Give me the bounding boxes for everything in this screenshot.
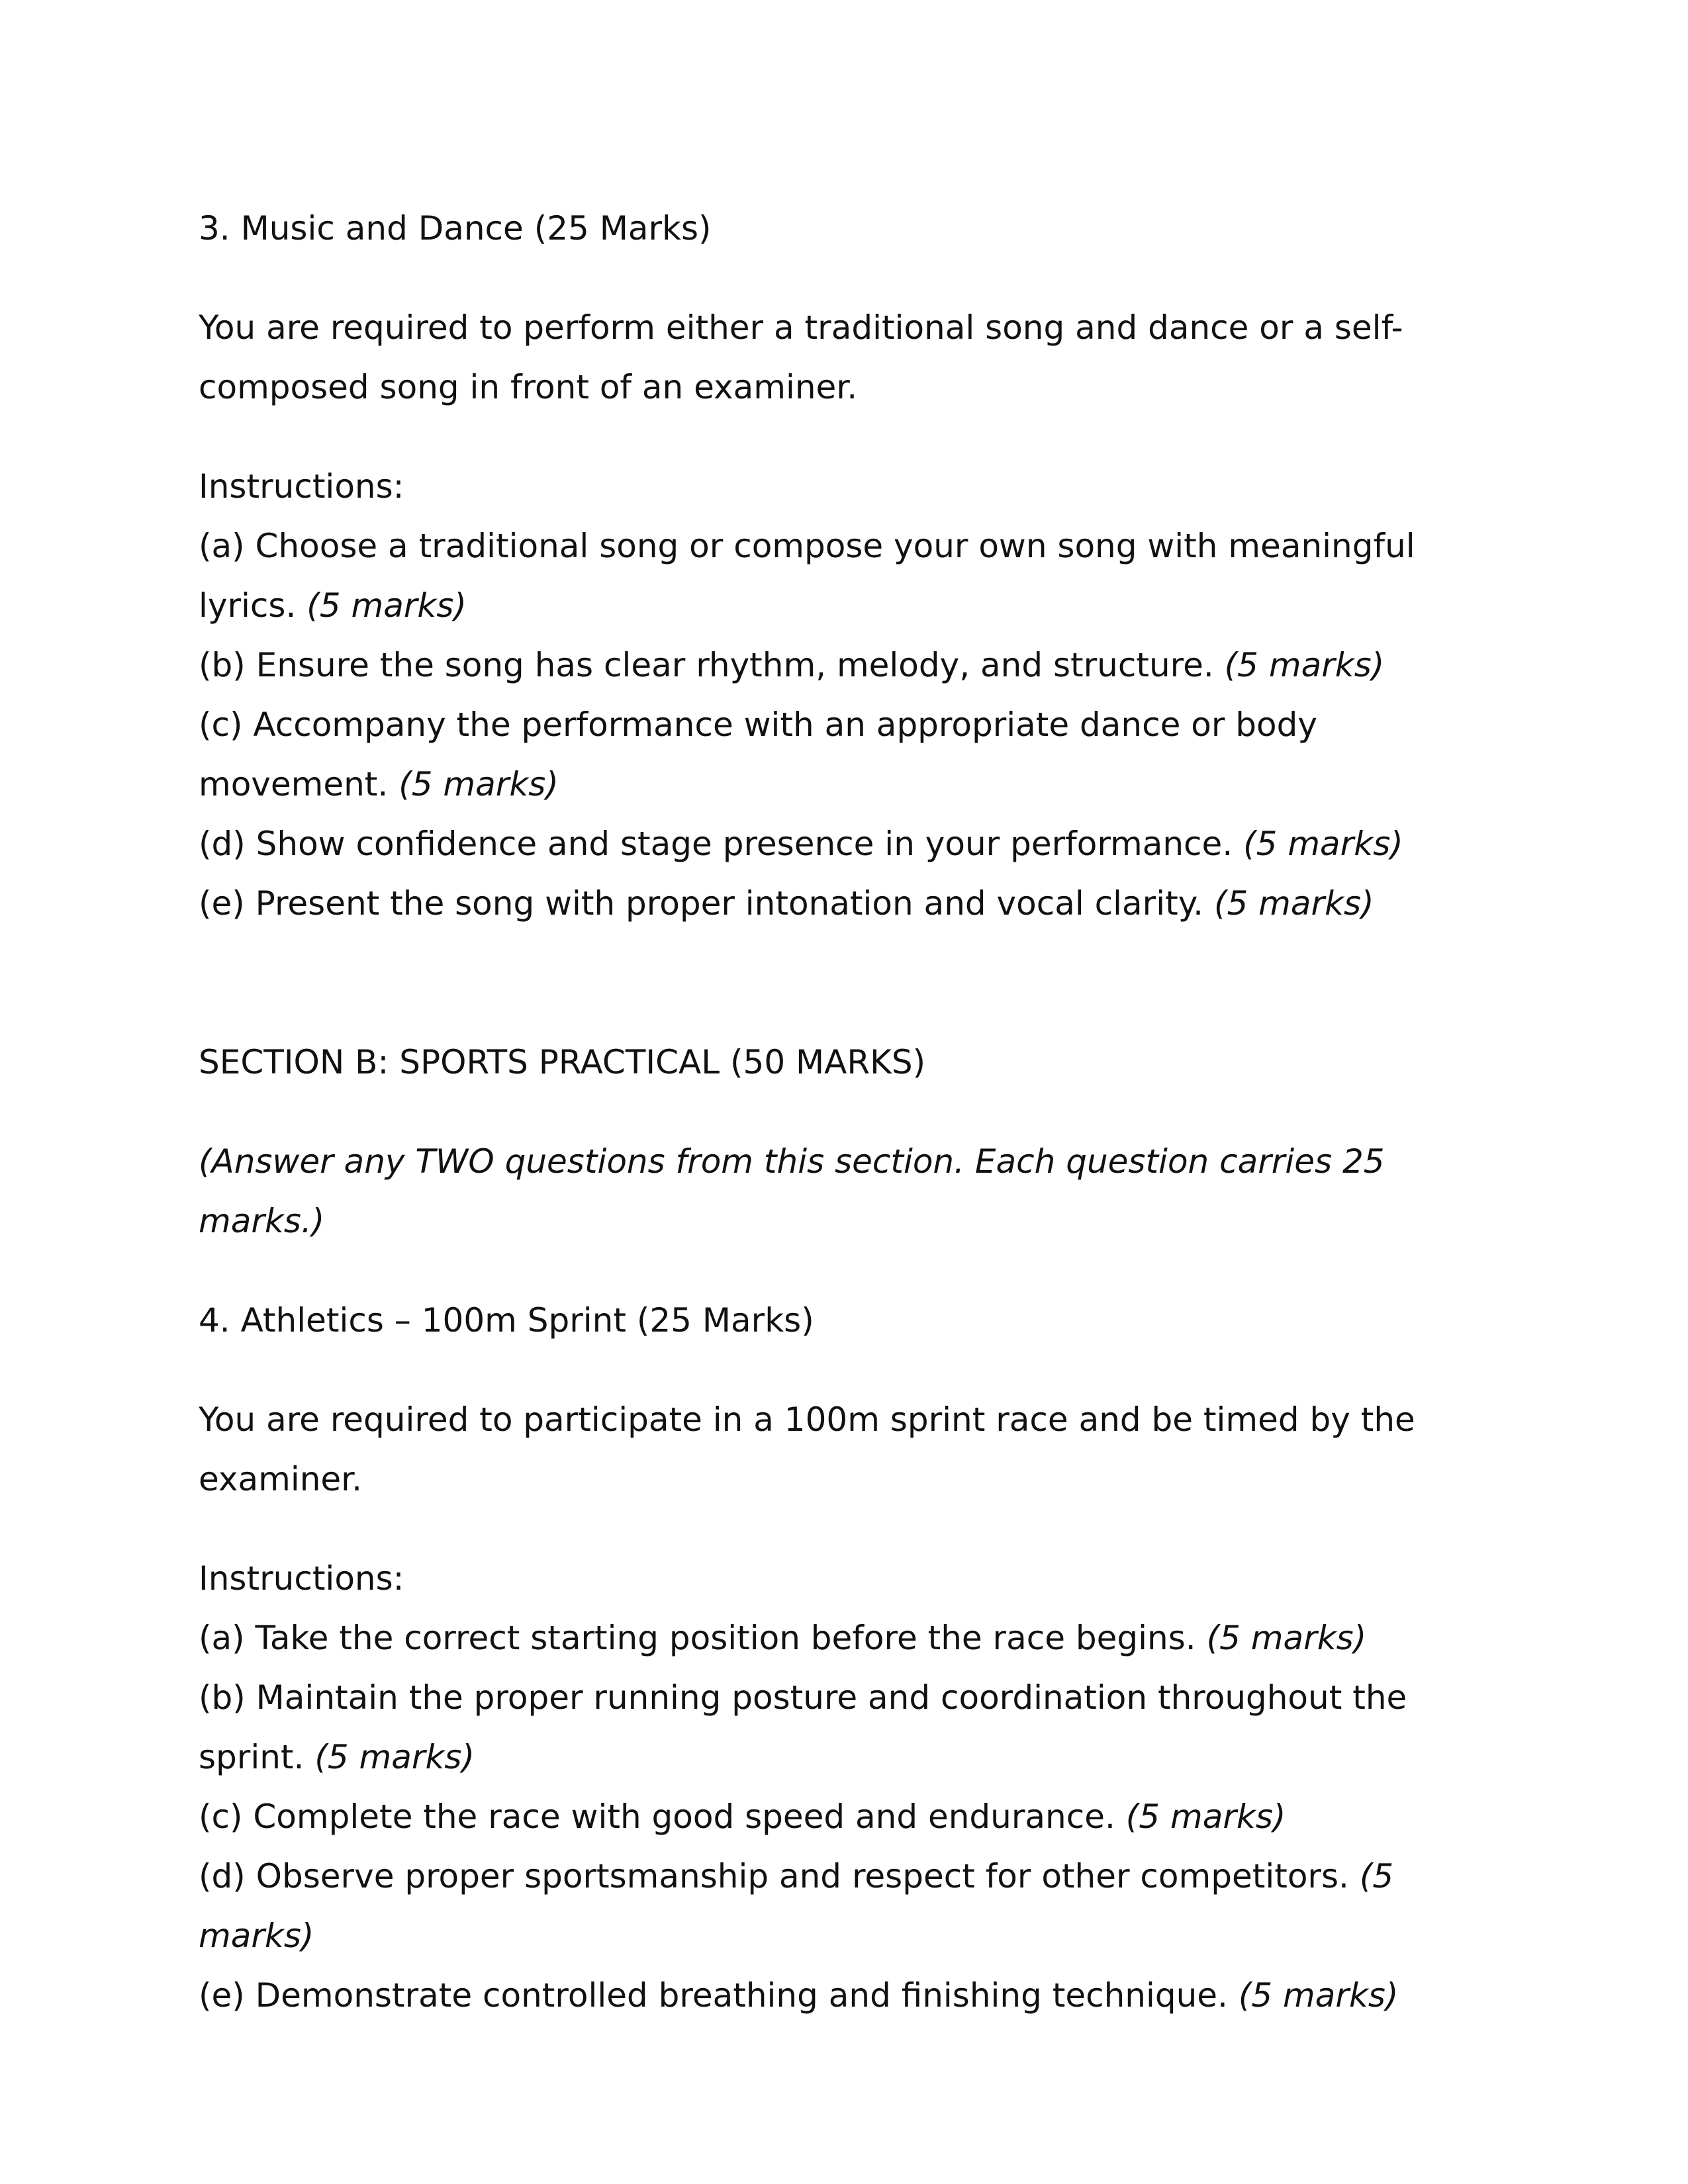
item-text: (a) Take the correct starting position before the race begins. <box>199 1619 1196 1657</box>
item-text: (a) Choose a traditional song or compose your own song with meaningful lyrics. <box>199 527 1415 625</box>
question-4-instructions-label: Instructions: <box>199 1559 404 1598</box>
item-text: (e) Present the song with proper intonation and vocal clarity. <box>199 884 1204 923</box>
section-b-heading: SECTION B: SPORTS PRACTICAL (50 MARKS) <box>199 1043 926 1081</box>
question-4-item-b <box>199 1668 1509 1787</box>
question-3-heading: 3. Music and Dance (25 Marks) <box>199 209 712 248</box>
item-text: (b) Maintain the proper running posture and coordination throughout the sprint. <box>199 1678 1407 1776</box>
question-3-instructions-label: Instructions: <box>199 467 404 506</box>
question-4-heading: 4. Athletics – 100m Sprint (25 Marks) <box>199 1301 814 1340</box>
item-text: (d) Show confidence and stage presence in your performance. <box>199 825 1233 863</box>
question-4-item-d <box>199 1846 1509 1966</box>
question-3-item-b <box>199 635 1509 695</box>
item-marks: (5 marks) <box>306 586 467 625</box>
item-text: (b) Ensure the song has clear rhythm, melody, and structure. <box>199 646 1214 684</box>
question-3-intro: You are required to perform either a traditional song and dance or a self-composed song in front of an examiner. <box>199 308 1403 406</box>
item-marks: (5 marks) <box>1243 825 1403 863</box>
item-text: (d) Observe proper sportsmanship and respect for other competitors. <box>199 1857 1349 1895</box>
item-marks: (5 marks) <box>1238 1976 1399 2015</box>
item-marks: (5 marks) <box>314 1738 475 1776</box>
question-3-item-d <box>199 814 1509 874</box>
item-marks: (5 marks) <box>1125 1797 1286 1836</box>
item-text: (c) Accompany the performance with an appropriate dance or body movement. <box>199 705 1317 803</box>
question-4-item-a <box>199 1608 1509 1668</box>
question-4-item-e <box>199 1966 1509 2025</box>
item-marks: (5 marks) <box>1206 1619 1367 1657</box>
section-b-note-text: (Answer any TWO questions from this section. Each question carries 25 marks.) <box>199 1142 1385 1240</box>
item-marks: (5 marks) <box>1224 646 1385 684</box>
item-text: (e) Demonstrate controlled breathing and finishing technique. <box>199 1976 1228 2015</box>
question-3-item-e <box>199 874 1509 933</box>
question-3-item-a <box>199 516 1509 635</box>
question-4-item-c <box>199 1787 1509 1846</box>
item-marks: (5 marks) <box>399 765 559 803</box>
item-marks: (5 marks) <box>199 1857 1394 1955</box>
question-4-intro: You are required to participate in a 100m sprint race and be timed by the examiner. <box>199 1400 1415 1498</box>
question-3-item-c <box>199 695 1509 814</box>
item-text: (c) Complete the race with good speed and endurance. <box>199 1797 1115 1836</box>
section-b-note <box>199 1132 1509 1251</box>
document-page <box>199 199 1509 2025</box>
item-marks: (5 marks) <box>1213 884 1374 923</box>
